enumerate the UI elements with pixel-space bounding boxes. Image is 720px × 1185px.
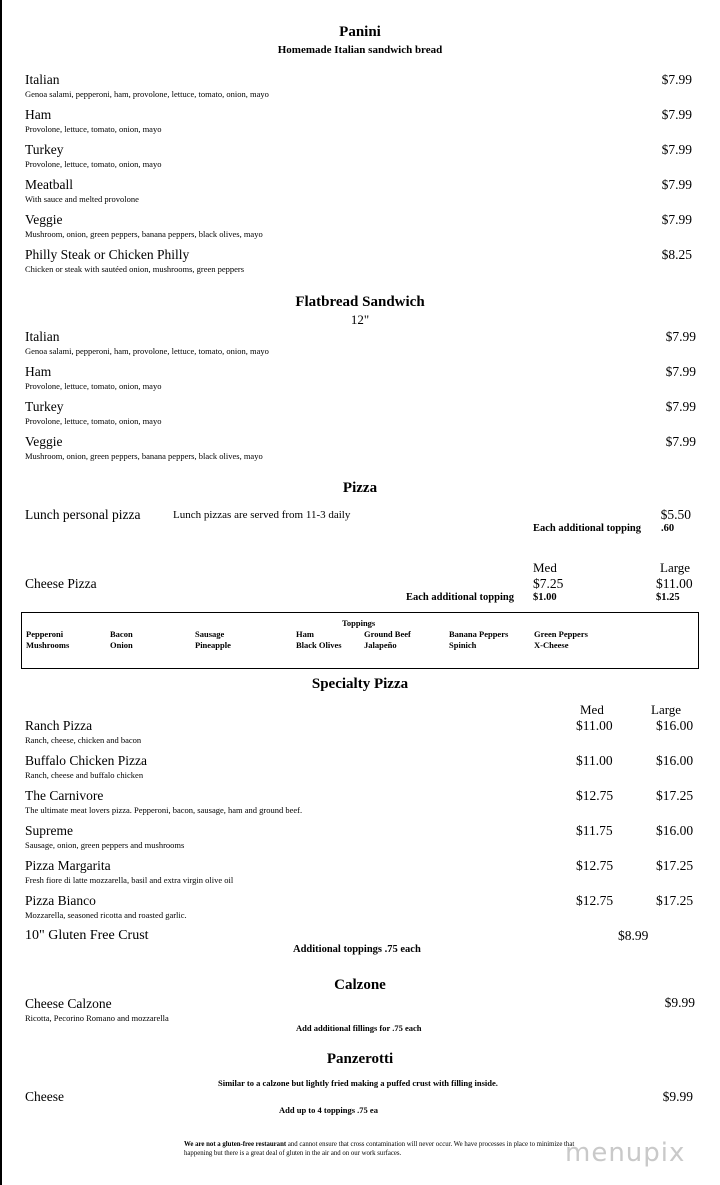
panini-item-meatball: Meatball	[25, 177, 73, 192]
panini-item-desc: Provolone, lettuce, tomato, onion, mayo	[25, 124, 162, 134]
topping-item: Bacon	[110, 629, 133, 639]
flatbread-item-price: $7.99	[665, 434, 696, 449]
flatbread-subtitle: 12"	[350, 312, 370, 327]
specialty-item-margarita: Pizza Margarita	[25, 858, 111, 873]
specialty-item-large: $17.25	[656, 788, 694, 803]
specialty-item-desc: Fresh fiore di latte mozzarella, basil and extra virgin olive oil	[25, 875, 234, 885]
panini-item-desc: Mushroom, onion, green peppers, banana peppers, black olives, mayo	[25, 229, 263, 239]
topping-item: Ground Beef	[364, 629, 411, 639]
panini-item-ham: Ham	[25, 107, 52, 122]
specialty-item-large: $17.25	[656, 893, 694, 908]
gluten-disclaimer-bold: We are not a gluten-free restaurant	[184, 1141, 287, 1148]
pizza-col-large: Large	[660, 560, 691, 575]
panini-item-price: $8.25	[661, 247, 692, 262]
panini-item-price: $7.99	[661, 212, 692, 227]
gluten-free-price: $8.99	[618, 928, 649, 943]
panini-item-price: $7.99	[661, 107, 692, 122]
cheese-pizza-large: $11.00	[656, 576, 693, 591]
topping-item: X-Cheese	[534, 640, 569, 650]
pizza-topping-large: $1.25	[656, 592, 680, 603]
specialty-additional-note: Additional toppings .75 each	[293, 944, 421, 955]
specialty-item-desc: Mozzarella, seasoned ricotta and roasted garlic.	[25, 910, 187, 920]
lunch-pizza-price: $5.50	[660, 507, 691, 522]
panini-title: Panini	[339, 24, 381, 40]
panini-item-philly: Philly Steak or Chicken Philly	[25, 247, 190, 262]
page-left-border	[0, 0, 2, 1185]
topping-item: Ham	[296, 629, 314, 639]
panini-item-price: $7.99	[661, 177, 692, 192]
cheese-pizza-med: $7.25	[533, 576, 564, 591]
specialty-item-large: $16.00	[656, 823, 694, 838]
specialty-item-large: $16.00	[656, 718, 694, 733]
panini-item-price: $7.99	[661, 72, 692, 87]
specialty-item-buffalo: Buffalo Chicken Pizza	[25, 753, 147, 768]
panzerotti-item-name: Cheese	[25, 1089, 64, 1104]
toppings-box	[21, 612, 699, 669]
cheese-pizza-name: Cheese Pizza	[25, 576, 97, 591]
pizza-title: Pizza	[342, 480, 378, 496]
calzone-item-price: $9.99	[664, 995, 695, 1010]
topping-item: Green Peppers	[534, 629, 588, 639]
flatbread-item-desc: Provolone, lettuce, tomato, onion, mayo	[25, 381, 162, 391]
flatbread-item-price: $7.99	[665, 399, 696, 414]
flatbread-item-desc: Genoa salami, pepperoni, ham, provolone, lettuce, tomato, onion, mayo	[25, 346, 269, 356]
lunch-topping-price: .60	[661, 523, 675, 534]
panini-item-desc: With sauce and melted provolone	[25, 194, 139, 204]
panzerotti-desc: Similar to a calzone but lightly fried making a puffed crust with filling inside.	[218, 1078, 498, 1088]
lunch-pizza-name: Lunch personal pizza	[25, 507, 141, 522]
panini-item-desc: Provolone, lettuce, tomato, onion, mayo	[25, 159, 162, 169]
panini-item-veggie: Veggie	[25, 212, 63, 227]
specialty-item-med: $12.75	[576, 858, 614, 873]
gluten-free-name: 10" Gluten Free Crust	[25, 928, 149, 943]
flatbread-item-veggie: Veggie	[25, 434, 63, 449]
toppings-title: Toppings	[342, 618, 376, 628]
flatbread-item-price: $7.99	[665, 329, 696, 344]
menupix-watermark: menupix	[565, 1138, 686, 1168]
specialty-item-ranch: Ranch Pizza	[25, 718, 93, 733]
specialty-title: Specialty Pizza	[311, 676, 409, 692]
topping-item: Black Olives	[296, 640, 342, 650]
topping-item: Jalapeño	[364, 640, 397, 650]
panini-item-italian: Italian	[25, 72, 60, 87]
flatbread-item-turkey: Turkey	[25, 399, 64, 414]
specialty-item-desc: Ranch, cheese, chicken and bacon	[25, 735, 142, 745]
specialty-col-med: Med	[580, 702, 604, 717]
flatbread-item-price: $7.99	[665, 364, 696, 379]
topping-item: Spinich	[449, 640, 477, 650]
specialty-item-med: $12.75	[576, 788, 614, 803]
panzerotti-note: Add up to 4 toppings .75 ea	[279, 1105, 378, 1115]
specialty-item-desc: Ranch, cheese and buffalo chicken	[25, 770, 144, 780]
calzone-title: Calzone	[334, 977, 386, 993]
specialty-col-large: Large	[651, 702, 682, 717]
panini-item-price: $7.99	[661, 142, 692, 157]
calzone-item-name: Cheese Calzone	[25, 996, 112, 1011]
panini-item-desc: Genoa salami, pepperoni, ham, provolone, lettuce, tomato, onion, mayo	[25, 89, 269, 99]
specialty-item-supreme: Supreme	[25, 823, 73, 838]
lunch-topping-label: Each additional topping	[533, 523, 641, 534]
specialty-item-med: $11.00	[576, 718, 613, 733]
specialty-item-desc: Sausage, onion, green peppers and mushrooms	[25, 840, 185, 850]
specialty-item-large: $17.25	[656, 858, 694, 873]
flatbread-title: Flatbread Sandwich	[295, 294, 425, 310]
calzone-item-desc: Ricotta, Pecorino Romano and mozzarella	[25, 1013, 169, 1023]
topping-item: Pepperoni	[26, 629, 64, 639]
topping-item: Pineapple	[195, 640, 231, 650]
topping-item: Sausage	[195, 629, 225, 639]
flatbread-item-desc: Mushroom, onion, green peppers, banana peppers, black olives, mayo	[25, 451, 263, 461]
gluten-disclaimer	[184, 1140, 604, 1158]
calzone-note: Add additional fillings for .75 each	[296, 1023, 422, 1033]
panzerotti-item-price: $9.99	[662, 1089, 693, 1104]
specialty-item-med: $11.75	[576, 823, 613, 838]
specialty-item-bianco: Pizza Bianco	[25, 893, 96, 908]
topping-item: Mushrooms	[26, 640, 70, 650]
topping-item: Banana Peppers	[449, 629, 509, 639]
pizza-topping-med: $1.00	[533, 592, 557, 603]
lunch-pizza-note: Lunch pizzas are served from 11-3 daily	[173, 509, 351, 521]
topping-item: Onion	[110, 640, 133, 650]
panini-item-turkey: Turkey	[25, 142, 64, 157]
specialty-item-desc: The ultimate meat lovers pizza. Pepperoni, bacon, sausage, ham and ground beef.	[25, 805, 303, 815]
flatbread-item-ham: Ham	[25, 364, 52, 379]
panini-item-desc: Chicken or steak with sautéed onion, mushrooms, green peppers	[25, 264, 245, 274]
gluten-disclaimer-text: and cannot ensure that cross contamination will never occur. We have processes in place to minimize that happening but there is a great deal of gluten in the air and on our work surfaces.	[184, 1141, 575, 1157]
specialty-item-med: $11.00	[576, 753, 613, 768]
pizza-topping-label: Each additional topping	[406, 592, 514, 603]
panzerotti-title: Panzerotti	[326, 1051, 394, 1067]
specialty-item-large: $16.00	[656, 753, 694, 768]
flatbread-item-italian: Italian	[25, 329, 60, 344]
pizza-col-med: Med	[533, 560, 557, 575]
specialty-item-carnivore: The Carnivore	[25, 788, 104, 803]
panini-subtitle: Homemade Italian sandwich bread	[277, 44, 443, 56]
specialty-item-med: $12.75	[576, 893, 614, 908]
flatbread-item-desc: Provolone, lettuce, tomato, onion, mayo	[25, 416, 162, 426]
